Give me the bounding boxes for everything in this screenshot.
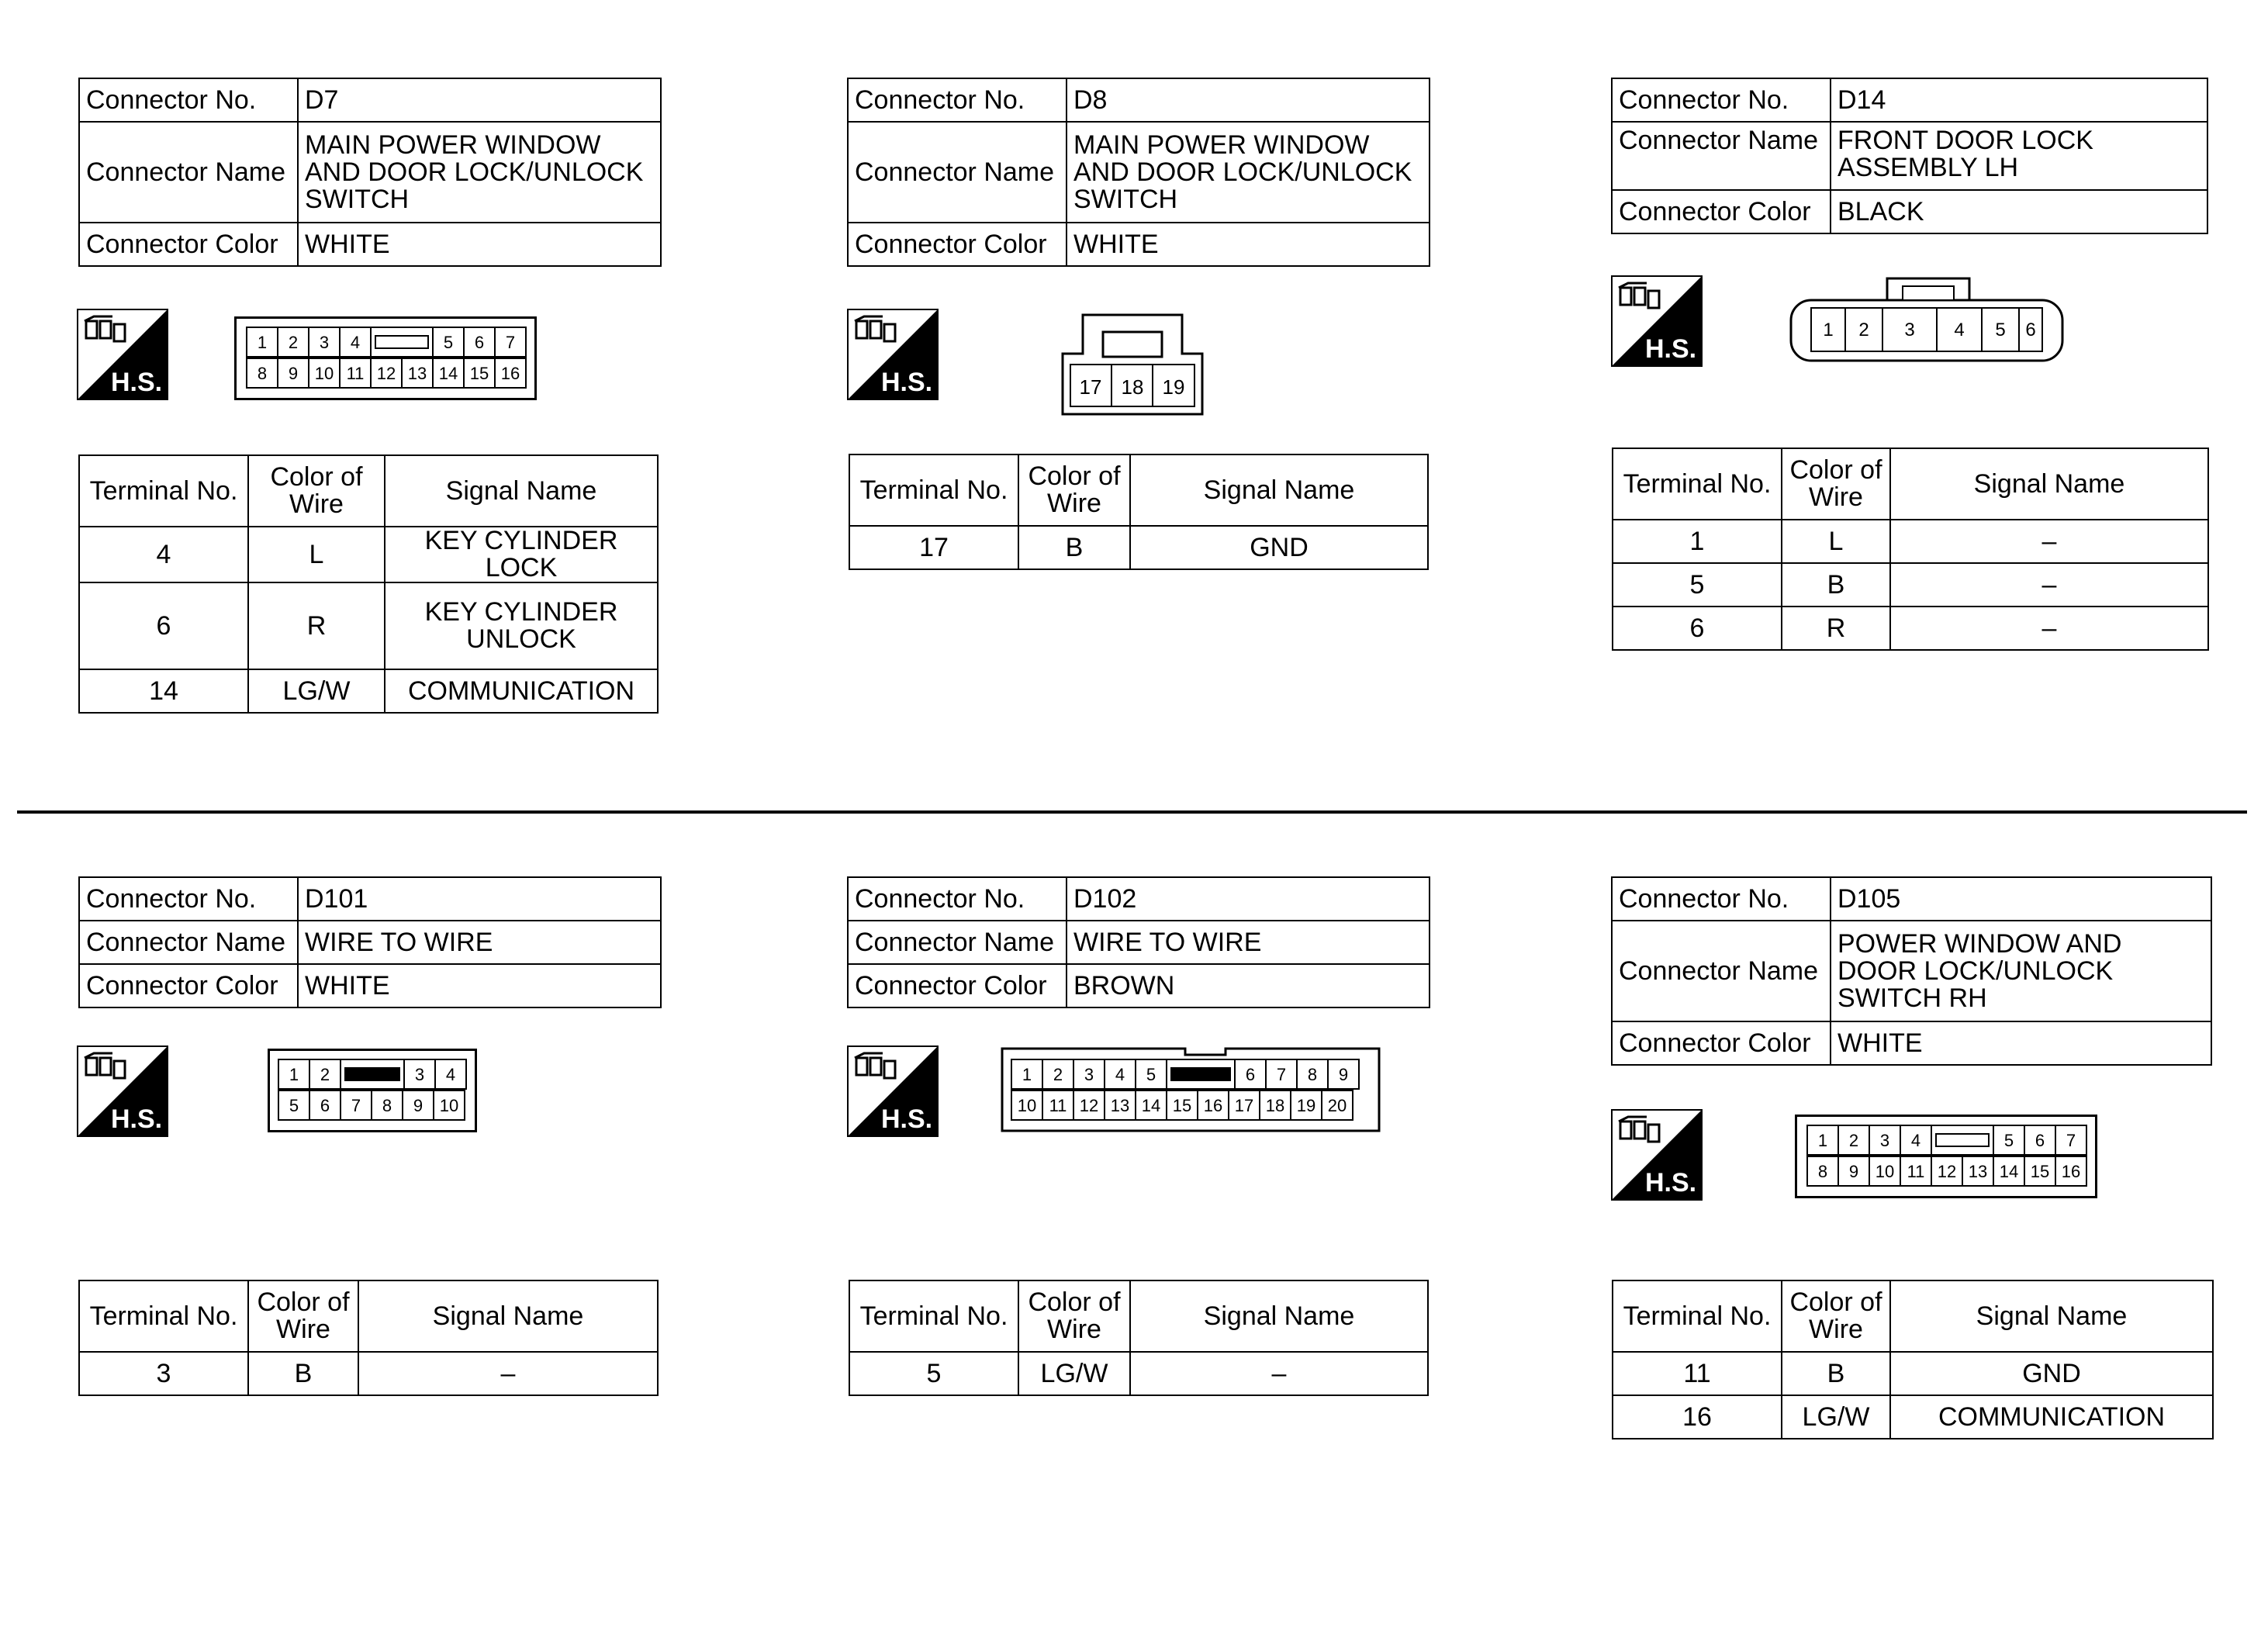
harness-side-icon [77, 309, 168, 400]
connector-color-value: WHITE [298, 964, 661, 1007]
connector-info-d101 [78, 876, 662, 1008]
pin-label: 9 [1338, 1065, 1349, 1084]
signal-name: KEY CYLINDER UNLOCK [385, 582, 658, 669]
table-row [1613, 520, 2208, 563]
wire-color-header: Color of Wire [1782, 448, 1890, 520]
terminal-table-d101 [78, 1280, 659, 1396]
connector-name-line: AND DOOR LOCK/UNLOCK [305, 157, 644, 187]
pin-label: 5 [443, 333, 454, 352]
pin-label: 17 [1079, 375, 1102, 399]
connector-face-d105 [1795, 1115, 2097, 1198]
pin-label: 8 [382, 1096, 392, 1115]
pin-label: 19 [1162, 375, 1185, 399]
pin-label: 12 [1937, 1162, 1957, 1181]
connector-info-d7 [78, 78, 662, 267]
pin-label: 1 [1817, 1131, 1828, 1150]
connector-info-d8 [847, 78, 1430, 267]
wire-color: LG/W [248, 669, 385, 713]
pin-label: 1 [1022, 1065, 1032, 1084]
connector-name-value [298, 122, 661, 223]
connector-color-label: Connector Color [1612, 190, 1831, 233]
signal-name: COMMUNICATION [385, 669, 658, 713]
connector-face-d102 [1001, 1045, 1381, 1132]
pin-label: 2 [1858, 320, 1869, 340]
pin-label: 9 [1848, 1162, 1859, 1181]
table-row [1613, 607, 2208, 650]
signal-name-header: Signal Name [385, 455, 658, 527]
pin-label: 4 [1954, 320, 1965, 340]
connector-name-line: MAIN POWER WINDOW [305, 130, 601, 160]
pin-label: 18 [1121, 375, 1144, 399]
terminal-no: 3 [79, 1352, 248, 1395]
terminal-no-header: Terminal No. [849, 454, 1018, 526]
terminal-no: 11 [1613, 1352, 1782, 1395]
signal-name: – [1890, 563, 2208, 607]
pin-label: 14 [438, 364, 458, 383]
connector-name-label: Connector Name [848, 921, 1067, 964]
terminal-table-d102 [849, 1280, 1429, 1396]
connector-name-label: Connector Name [79, 921, 298, 964]
hs-label: H.S. [111, 1104, 163, 1134]
wire-color: LG/W [1782, 1395, 1890, 1439]
pin-label: 8 [1307, 1065, 1318, 1084]
wire-color: B [1782, 1352, 1890, 1395]
connector-name-label: Connector Name [79, 122, 298, 223]
table-row [1613, 1395, 2213, 1439]
connector-color-label: Connector Color [1612, 1021, 1831, 1065]
connector-no-label: Connector No. [79, 877, 298, 921]
pin-label: 5 [1146, 1065, 1156, 1084]
empty-pin-slot [1171, 1068, 1230, 1080]
wire-color: R [1782, 607, 1890, 650]
terminal-no-header: Terminal No. [79, 455, 248, 527]
pin-label: 6 [474, 333, 485, 352]
pin-label: 7 [505, 333, 516, 352]
pin-label: 6 [2035, 1131, 2045, 1150]
pin-label: 3 [1904, 320, 1915, 340]
connector-name-value [1831, 921, 2211, 1021]
pin-label: 1 [289, 1065, 299, 1084]
empty-pin-slot [1936, 1134, 1989, 1146]
connector-color-label: Connector Color [79, 964, 298, 1007]
empty-pin-slot [375, 336, 428, 348]
pin-label: 5 [1995, 320, 2006, 340]
pin-label: 3 [1084, 1065, 1094, 1084]
pin-label: 9 [413, 1096, 424, 1115]
pin-label: 16 [2061, 1162, 2081, 1181]
wire-color-header: Color of Wire [1018, 454, 1130, 526]
signal-name-header: Signal Name [1130, 454, 1428, 526]
pin-label: 1 [257, 333, 268, 352]
harness-side-icon [77, 1045, 168, 1137]
connector-name-line: FRONT DOOR LOCK [1837, 126, 2093, 155]
connector-name-label: Connector Name [1612, 122, 1831, 190]
connector-info-d105 [1611, 876, 2212, 1066]
connector-color-label: Connector Color [848, 223, 1067, 266]
table-row [849, 1352, 1428, 1395]
pin-label: 12 [376, 364, 396, 383]
pin-label: 18 [1265, 1096, 1285, 1115]
wire-color: B [1018, 526, 1130, 569]
pin-label: 15 [2030, 1162, 2050, 1181]
terminal-table-d8 [849, 454, 1429, 570]
pin-label: 14 [1999, 1162, 2019, 1181]
harness-side-icon [1611, 275, 1703, 367]
terminal-table-d105 [1612, 1280, 2214, 1439]
table-row [79, 527, 658, 582]
signal-name-header: Signal Name [1130, 1280, 1428, 1352]
pin-label: 9 [288, 364, 299, 383]
pin-label: 11 [346, 364, 365, 383]
hs-label: H.S. [1645, 334, 1697, 364]
section-divider [17, 810, 2247, 814]
connector-no-label: Connector No. [848, 78, 1067, 122]
wire-color-header: Color of Wire [1018, 1280, 1130, 1352]
pin-label: 1 [1823, 320, 1834, 340]
pin-label: 2 [1053, 1065, 1063, 1084]
signal-name: KEY CYLINDER LOCK [385, 527, 658, 582]
connector-face-d101 [268, 1049, 477, 1132]
harness-side-icon [847, 1045, 939, 1137]
wire-color: L [248, 527, 385, 582]
pin-label: 20 [1327, 1096, 1347, 1115]
pin-label: 10 [1017, 1096, 1037, 1115]
pin-label: 15 [469, 364, 489, 383]
connector-name-value: WIRE TO WIRE [1067, 921, 1430, 964]
connector-no-value: D14 [1831, 78, 2207, 122]
terminal-no-header: Terminal No. [79, 1280, 248, 1352]
connector-no-value: D7 [298, 78, 661, 122]
table-row [1613, 1352, 2213, 1395]
connector-no-value: D102 [1067, 877, 1430, 921]
pin-label: 2 [320, 1065, 330, 1084]
connector-name-line: SWITCH [1073, 184, 1178, 214]
wire-color: L [1782, 520, 1890, 563]
connector-no-value: D105 [1831, 877, 2211, 921]
connector-color-value: WHITE [298, 223, 661, 266]
table-row [1613, 563, 2208, 607]
pin-label: 6 [2025, 320, 2036, 340]
signal-name-header: Signal Name [358, 1280, 658, 1352]
wire-color: B [1782, 563, 1890, 607]
signal-name: – [358, 1352, 658, 1395]
pin-label: 11 [1049, 1096, 1067, 1115]
pin-label: 15 [1172, 1096, 1192, 1115]
terminal-no-header: Terminal No. [1613, 1280, 1782, 1352]
pin-label: 19 [1296, 1096, 1316, 1115]
pin-label: 4 [1910, 1131, 1921, 1150]
pin-label: 2 [1848, 1131, 1859, 1150]
harness-side-icon [1611, 1109, 1703, 1201]
terminal-no: 4 [79, 527, 248, 582]
pin-label: 10 [314, 364, 334, 383]
connector-no-label: Connector No. [1612, 877, 1831, 921]
terminal-no: 5 [1613, 563, 1782, 607]
signal-name: GND [1130, 526, 1428, 569]
table-row [79, 582, 658, 669]
pin-label: 8 [1817, 1162, 1828, 1181]
terminal-table-d7 [78, 454, 659, 714]
connector-name-label: Connector Name [848, 122, 1067, 223]
connector-face-d8 [1061, 313, 1204, 416]
signal-name: GND [1890, 1352, 2213, 1395]
terminal-no-header: Terminal No. [1613, 448, 1782, 520]
pin-label: 10 [1875, 1162, 1895, 1181]
connector-name-label: Connector Name [1612, 921, 1831, 1021]
connector-color-value: WHITE [1831, 1021, 2211, 1065]
connector-no-label: Connector No. [848, 877, 1067, 921]
hs-label: H.S. [881, 1104, 933, 1134]
connector-face-d14 [1789, 275, 2064, 362]
pin-label: 6 [1245, 1065, 1256, 1084]
empty-pin-slot [345, 1068, 399, 1080]
wire-color-header: Color of Wire [248, 455, 385, 527]
connector-no-label: Connector No. [79, 78, 298, 122]
signal-name: – [1890, 607, 2208, 650]
connector-name-line: DOOR LOCK/UNLOCK [1837, 956, 2114, 986]
connector-info-d102 [847, 876, 1430, 1008]
signal-name-header: Signal Name [1890, 448, 2208, 520]
terminal-no: 5 [849, 1352, 1018, 1395]
connector-no-value: D8 [1067, 78, 1430, 122]
pin-label: 16 [1203, 1096, 1223, 1115]
hs-label: H.S. [111, 368, 163, 397]
terminal-no: 6 [79, 582, 248, 669]
pin-label: 4 [1115, 1065, 1125, 1084]
wire-color: R [248, 582, 385, 669]
pin-label: 4 [350, 333, 361, 352]
pin-label: 4 [445, 1065, 456, 1084]
pin-label: 7 [351, 1096, 361, 1115]
connector-face-d7 [234, 316, 537, 400]
signal-name: – [1890, 520, 2208, 563]
pin-label: 11 [1907, 1162, 1925, 1181]
pin-label: 8 [257, 364, 268, 383]
terminal-no: 17 [849, 526, 1018, 569]
connector-name-line: SWITCH [305, 184, 410, 214]
pin-label: 3 [319, 333, 330, 352]
connector-color-label: Connector Color [848, 964, 1067, 1007]
signal-name-header: Signal Name [1890, 1280, 2213, 1352]
terminal-no: 1 [1613, 520, 1782, 563]
wire-color-header: Color of Wire [248, 1280, 358, 1352]
connector-name-line: AND DOOR LOCK/UNLOCK [1073, 157, 1412, 187]
connector-name-line: SWITCH RH [1837, 983, 1987, 1013]
connector-no-value: D101 [298, 877, 661, 921]
wire-color: LG/W [1018, 1352, 1130, 1395]
pin-label: 13 [1110, 1096, 1130, 1115]
pin-label: 16 [500, 364, 520, 383]
connector-name-line: ASSEMBLY LH [1837, 153, 2019, 182]
terminal-no: 16 [1613, 1395, 1782, 1439]
pin-label: 13 [407, 364, 427, 383]
pin-label: 7 [1276, 1065, 1287, 1084]
pin-label: 6 [320, 1096, 330, 1115]
signal-name: – [1130, 1352, 1428, 1395]
pin-label: 12 [1079, 1096, 1099, 1115]
terminal-no-header: Terminal No. [849, 1280, 1018, 1352]
pin-label: 2 [288, 333, 299, 352]
connector-name-value: WIRE TO WIRE [298, 921, 661, 964]
connector-name-line: POWER WINDOW AND [1837, 928, 2122, 959]
pin-label: 10 [439, 1096, 459, 1115]
pin-label: 3 [1879, 1131, 1890, 1150]
pin-label: 13 [1968, 1162, 1988, 1181]
pin-label: 3 [414, 1065, 425, 1084]
hs-label: H.S. [1645, 1168, 1697, 1198]
connector-color-value: BROWN [1067, 964, 1430, 1007]
connector-color-label: Connector Color [79, 223, 298, 266]
connector-color-value: BLACK [1831, 190, 2207, 233]
terminal-no: 6 [1613, 607, 1782, 650]
harness-side-icon [847, 309, 939, 400]
hs-label: H.S. [881, 368, 933, 397]
pin-label: 14 [1141, 1096, 1161, 1115]
table-row [79, 669, 658, 713]
pin-label: 5 [289, 1096, 299, 1115]
pin-label: 7 [2066, 1131, 2076, 1150]
connector-name-value [1067, 122, 1430, 223]
connector-info-d14 [1611, 78, 2208, 234]
pin-label: 17 [1234, 1096, 1254, 1115]
connector-color-value: WHITE [1067, 223, 1430, 266]
wire-color: B [248, 1352, 358, 1395]
terminal-no: 14 [79, 669, 248, 713]
pin-label: 5 [2003, 1131, 2014, 1150]
signal-name: COMMUNICATION [1890, 1395, 2213, 1439]
connector-no-label: Connector No. [1612, 78, 1831, 122]
connector-name-line: MAIN POWER WINDOW [1073, 130, 1370, 160]
wire-color-header: Color of Wire [1782, 1280, 1890, 1352]
table-row [79, 1352, 658, 1395]
terminal-table-d14 [1612, 448, 2209, 651]
table-row [849, 526, 1428, 569]
connector-name-value [1831, 122, 2207, 190]
